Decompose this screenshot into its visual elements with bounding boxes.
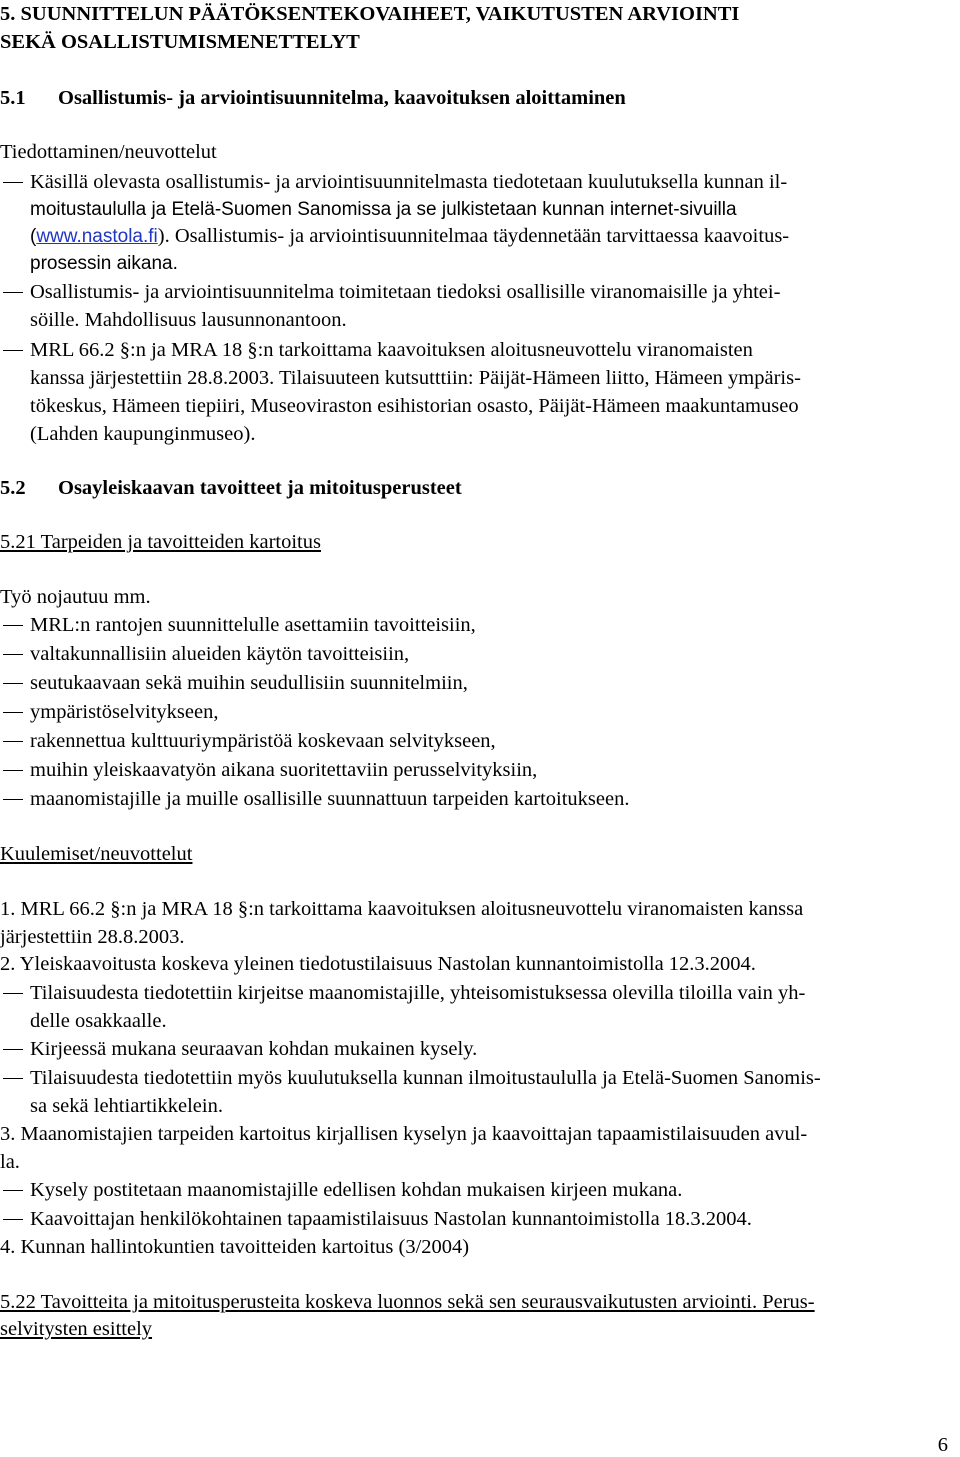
numbered-item-3-line-2: la. bbox=[0, 1151, 20, 1173]
dash-bullet-icon bbox=[3, 350, 23, 351]
bullet-1-line-3-text: ). Osallistumis- ja arviointisuunnitelmaa täydennetään tarvittaessa kaavoitus- bbox=[157, 225, 790, 247]
numbered-item-1-line-2: järjestettiin 28.8.2003. bbox=[0, 926, 185, 948]
list-item: valtakunnallisiin alueiden käytön tavoitteisiin, bbox=[30, 643, 410, 665]
bullet-3-line-4: (Lahden kaupunginmuseo). bbox=[30, 423, 256, 445]
bullet-1-line-2: moitustaululla ja Etelä-Suomen Sanomissa ja se julkistetaan kunnan internet-sivuilla bbox=[30, 199, 737, 220]
list-item: ympäristöselvitykseen, bbox=[30, 701, 219, 723]
dash-bullet-icon bbox=[3, 799, 23, 800]
chapter-heading-line-2: SEKÄ OSALLISTUMISMENETTELYT bbox=[0, 31, 360, 53]
section-5-21-heading: 5.21 Tarpeiden ja tavoitteiden kartoitus bbox=[0, 531, 321, 553]
bullet-3-line-3: tökeskus, Hämeen tiepiiri, Museoviraston esihistorian osasto, Päijät-Hämeen maakuntamuseo bbox=[30, 395, 799, 417]
dash-bullet-icon bbox=[3, 712, 23, 713]
nastola-website-link[interactable]: www.nastola.fi bbox=[36, 226, 158, 247]
bullet-1-line-4: prosessin aikana. bbox=[30, 253, 178, 274]
list-item: MRL:n rantojen suunnittelulle asettamiin tavoitteisiin, bbox=[30, 614, 476, 636]
list-item: muihin yleiskaavatyön aikana suoritettaviin perusselvityksiin, bbox=[30, 759, 538, 781]
dash-bullet-icon bbox=[3, 770, 23, 771]
dash-bullet-icon bbox=[3, 292, 23, 293]
section-number: 5.1 bbox=[0, 87, 26, 109]
dash-bullet-icon bbox=[3, 1049, 23, 1050]
sub-bullet-4: Kysely postitetaan maanomistajille edellisen kohdan mukaisen kirjeen mukana. bbox=[30, 1179, 683, 1201]
list-item: rakennettua kulttuuriympäristöä koskevaan selvitykseen, bbox=[30, 730, 496, 752]
section-number: 5.2 bbox=[0, 477, 26, 499]
numbered-item-1-line-1: 1. MRL 66.2 §:n ja MRA 18 §:n tarkoittama kaavoituksen aloitusneuvottelu viranomaisten kanssa bbox=[0, 898, 804, 920]
sub-bullet-1-line-1: Tilaisuudesta tiedotettiin kirjeitse maanomistajille, yhteisomistuksessa olevilla tiloilla vain yh- bbox=[30, 982, 806, 1004]
sub-bullet-1-line-2: delle osakkaalle. bbox=[30, 1010, 167, 1032]
numbered-item-4: 4. Kunnan hallintokuntien tavoitteiden kartoitus (3/2004) bbox=[0, 1236, 470, 1258]
numbered-item-2: 2. Yleiskaavoitusta koskeva yleinen tiedotustilaisuus Nastolan kunnantoimistolla 12.3.2004. bbox=[0, 953, 756, 975]
bullet-1-line-1: Käsillä olevasta osallistumis- ja arviointisuunnitelmasta tiedotetaan kuulutuksella kunnan il- bbox=[30, 171, 788, 193]
dash-bullet-icon bbox=[3, 741, 23, 742]
dash-bullet-icon bbox=[3, 1219, 23, 1220]
subheading-tiedottaminen: Tiedottaminen/neuvottelut bbox=[0, 141, 217, 163]
sub-bullet-2: Kirjeessä mukana seuraavan kohdan mukainen kysely. bbox=[30, 1038, 478, 1060]
sub-bullet-5: Kaavoittajan henkilökohtainen tapaamistilaisuus Nastolan kunnantoimistolla 18.3.2004. bbox=[30, 1208, 752, 1230]
dash-bullet-icon bbox=[3, 654, 23, 655]
dash-bullet-icon bbox=[3, 1078, 23, 1079]
sub-bullet-3-line-2: sa sekä lehtiartikkelein. bbox=[30, 1095, 223, 1117]
bullet-1-line-3 bbox=[30, 224, 789, 249]
bullet-2-line-2: söille. Mahdollisuus lausunnonantoon. bbox=[30, 309, 347, 331]
dash-bullet-icon bbox=[3, 625, 23, 626]
sub-bullet-3-line-1: Tilaisuudesta tiedotettiin myös kuulutuksella kunnan ilmoitustaululla ja Etelä-Suomen Sanomis- bbox=[30, 1067, 821, 1089]
dash-bullet-icon bbox=[3, 182, 23, 183]
numbered-item-3-line-1: 3. Maanomistajien tarpeiden kartoitus kirjallisen kyselyn ja kaavoittajan tapaamistilaisuuden avul- bbox=[0, 1123, 808, 1145]
bullet-3-line-2: kanssa järjestettiin 28.8.2003. Tilaisuuteen kutsutttiin: Päijät-Hämeen liitto, Hämeen ympäris- bbox=[30, 367, 801, 389]
chapter-heading-line-1: 5. SUUNNITTELUN PÄÄTÖKSENTEKOVAIHEET, VAIKUTUSTEN ARVIOINTI bbox=[0, 3, 740, 25]
list-item: seutukaavaan sekä muihin seudullisiin suunnitelmiin, bbox=[30, 672, 468, 694]
list-item: maanomistajille ja muille osallisille suunnattuun tarpeiden kartoitukseen. bbox=[30, 788, 630, 810]
list-intro: Työ nojautuu mm. bbox=[0, 586, 151, 608]
section-title: Osayleiskaavan tavoitteet ja mitoitusperusteet bbox=[58, 477, 462, 499]
dash-bullet-icon bbox=[3, 683, 23, 684]
subheading-kuulemiset: Kuulemiset/neuvottelut bbox=[0, 843, 193, 865]
paren-open: ( bbox=[30, 226, 37, 247]
bullet-2-line-1: Osallistumis- ja arviointisuunnitelma toimitetaan tiedoksi osallisille viranomaisille ja yhtei- bbox=[30, 281, 781, 303]
section-5-22-heading-line-2: selvitysten esittely bbox=[0, 1318, 153, 1340]
section-title: Osallistumis- ja arviointisuunnitelma, kaavoituksen aloittaminen bbox=[58, 87, 626, 109]
dash-bullet-icon bbox=[3, 1190, 23, 1191]
bullet-3-line-1: MRL 66.2 §:n ja MRA 18 §:n tarkoittama kaavoituksen aloitusneuvottelu viranomaisten bbox=[30, 339, 753, 361]
section-5-22-heading-line-1: 5.22 Tavoitteita ja mitoitusperusteita koskeva luonnos sekä sen seurausvaikutusten arviointi. Perus- bbox=[0, 1291, 815, 1313]
dash-bullet-icon bbox=[3, 993, 23, 994]
page-number: 6 bbox=[937, 1434, 948, 1456]
